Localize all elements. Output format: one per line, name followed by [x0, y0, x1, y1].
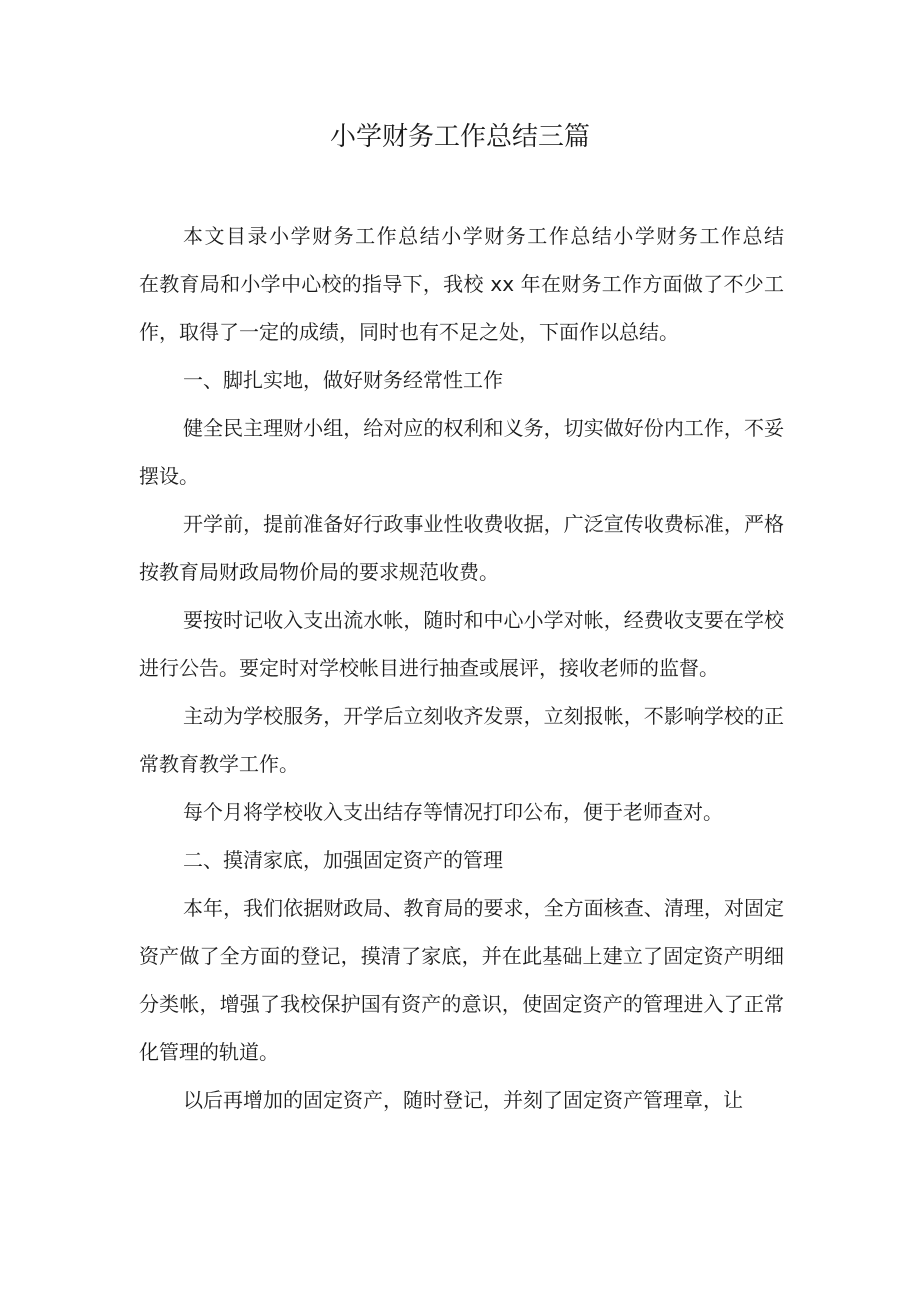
paragraph: 要按时记收入支出流水帐，随时和中心小学对帐，经费收支要在学校进行公告。要定时对学校帐目进行抽查或展评，接收老师的监督。	[139, 608, 784, 680]
paragraph: 以后再增加的固定资产，随时登记，并刻了固定资产管理章，让	[183, 1088, 743, 1112]
paragraph: 健全民主理财小组，给对应的权利和义务，切实做好份内工作，不妥摆设。	[139, 416, 784, 488]
paragraph: 本年，我们依据财政局、教育局的要求，全方面核查、清理，对固定资产做了全方面的登记，摸清了家底，并在此基础上建立了固定资产明细分类帐，增强了我校保护国有资产的意识，使固定资产的管理进入了正常化管理的轨道。	[139, 896, 784, 1064]
paragraph-intro: 本文目录小学财务工作总结小学财务工作总结小学财务工作总结 在教育局和小学中心校的指导下，我校 xx 年在财务工作方面做了不少工作，取得了一定的成绩，同时也有不足之处，下面作以总结。	[139, 224, 824, 344]
paragraph: 开学前，提前准备好行政事业性收费收据，广泛宣传收费标准，严格按教育局财政局物价局的要求规范收费。	[139, 512, 784, 584]
paragraph: 主动为学校服务，开学后立刻收齐发票，立刻报帐，不影响学校的正常教育教学工作。	[139, 704, 784, 776]
document-body	[139, 212, 824, 1124]
document-title: 小学财务工作总结三篇	[329, 122, 590, 152]
paragraph: 每个月将学校收入支出结存等情况打印公布，便于老师查对。	[183, 800, 723, 824]
section-heading-1: 一、脚扎实地，做好财务经常性工作	[183, 368, 503, 392]
section-heading-2: 二、摸清家底，加强固定资产的管理	[183, 848, 503, 872]
